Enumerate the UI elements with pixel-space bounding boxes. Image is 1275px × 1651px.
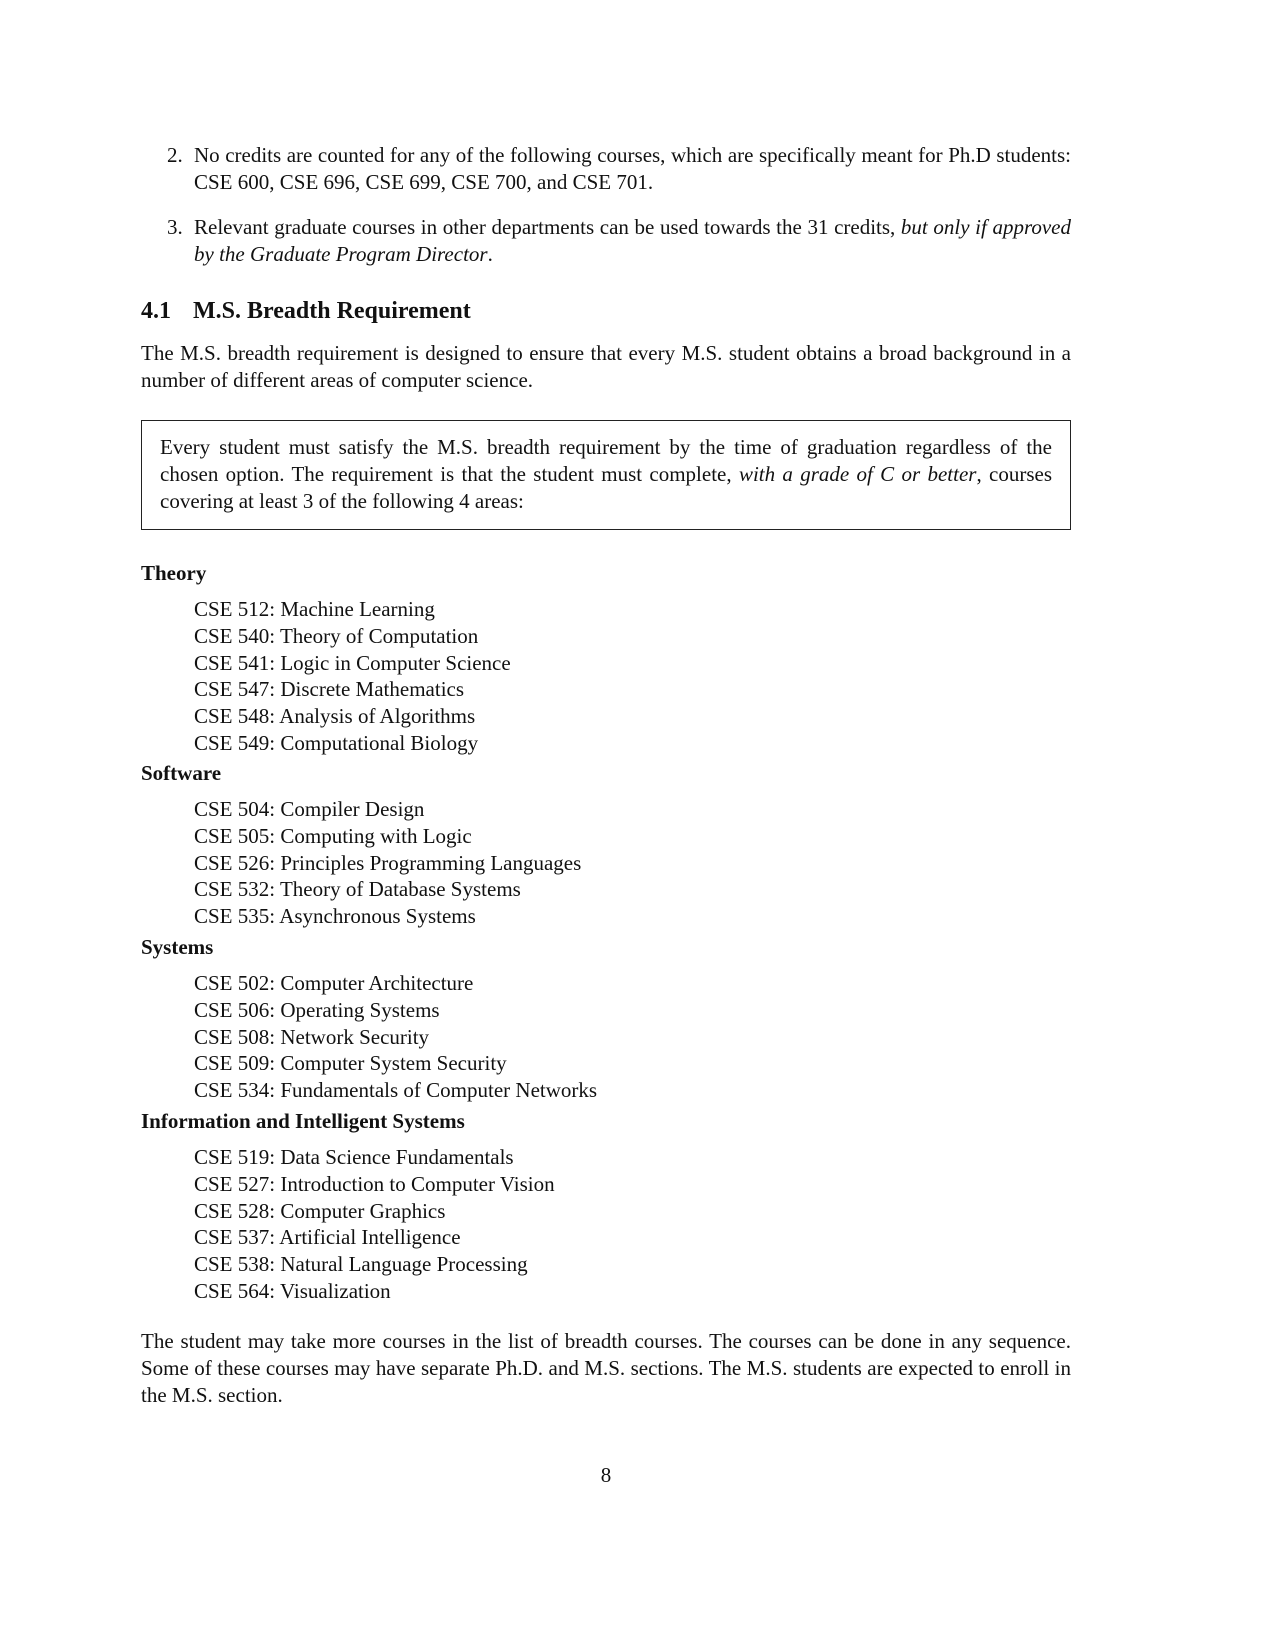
list-item-text: No credits are counted for any of the following courses, which are specifically meant for Ph.D students: CSE 600, CSE 696, CSE 699, CSE 700, and CSE 701. <box>194 143 1071 194</box>
list-item-number: 2. <box>167 143 183 167</box>
list-item-text: Relevant graduate courses in other departments can be used towards the 31 credits, <box>194 215 901 239</box>
course-list <box>141 596 1071 757</box>
course-item: CSE 508: Network Security <box>194 1024 430 1049</box>
course-item: CSE 537: Artificial Intelligence <box>194 1225 461 1250</box>
requirement-text: Every student must satisfy the M.S. breadth requirement by the time of graduation regardless of the chosen option. The requirement is that the student must complete, <box>160 435 1052 486</box>
closing-paragraph: The student may take more courses in the list of breadth courses. The courses can be done in any sequence. Some of these courses may have separate Ph.D. and M.S. sections. The M.S. students are expected to enroll in the M.S. section. <box>141 1329 1071 1407</box>
course-item: CSE 547: Discrete Mathematics <box>194 677 465 702</box>
course-item: CSE 564: Visualization <box>194 1278 391 1303</box>
course-item: CSE 548: Analysis of Algorithms <box>194 704 476 729</box>
course-item: CSE 506: Operating Systems <box>194 997 440 1022</box>
course-item: CSE 526: Principles Programming Languages <box>194 850 582 875</box>
course-list <box>141 970 1071 1104</box>
area-title: Theory <box>141 561 207 585</box>
requirement-emphasis: with a grade of C or better <box>738 462 977 486</box>
area-title: Software <box>141 761 222 785</box>
area-information-intelligent-systems <box>141 1108 1071 1305</box>
course-item: CSE 519: Data Science Fundamentals <box>194 1145 514 1169</box>
list-item-3 <box>141 214 1071 268</box>
list-item-emphasis: but only if approved by the Graduate Program Director <box>194 215 1071 266</box>
area-theory <box>141 560 1071 757</box>
requirement-text-end: , courses covering at least 3 of the following 4 areas: <box>160 462 1053 513</box>
list-item-number: 3. <box>167 215 183 239</box>
course-item: CSE 535: Asynchronous Systems <box>194 904 476 929</box>
course-item: CSE 528: Computer Graphics <box>194 1198 446 1223</box>
list-item-2 <box>141 142 1071 196</box>
section-heading <box>141 296 471 326</box>
course-item: CSE 538: Natural Language Processing <box>194 1252 528 1277</box>
course-item: CSE 541: Logic in Computer Science <box>194 650 511 675</box>
course-list <box>141 1144 1071 1305</box>
enumerated-list <box>141 142 1071 268</box>
course-item: CSE 509: Computer System Security <box>194 1051 507 1076</box>
course-item: CSE 549: Computational Biology <box>194 730 479 755</box>
course-item: CSE 512: Machine Learning <box>194 597 435 621</box>
area-title: Information and Intelligent Systems <box>141 1109 465 1133</box>
course-item: CSE 502: Computer Architecture <box>194 971 474 995</box>
section-number: 4.1 <box>141 298 171 324</box>
area-software <box>141 760 1071 930</box>
course-item: CSE 534: Fundamentals of Computer Networks <box>194 1078 598 1103</box>
page-number: 8 <box>600 1463 612 1487</box>
requirement-box <box>141 420 1071 530</box>
list-item-text-end: . <box>487 242 493 266</box>
course-item: CSE 527: Introduction to Computer Vision <box>194 1171 555 1196</box>
course-item: CSE 532: Theory of Database Systems <box>194 877 521 902</box>
area-title: Systems <box>141 935 214 959</box>
course-item: CSE 505: Computing with Logic <box>194 823 472 848</box>
course-list <box>141 796 1071 930</box>
area-systems <box>141 934 1071 1104</box>
course-item: CSE 540: Theory of Computation <box>194 623 479 648</box>
course-item: CSE 504: Compiler Design <box>194 797 425 821</box>
intro-paragraph: The M.S. breadth requirement is designed to ensure that every M.S. student obtains a broad background in a number of different areas of computer science. <box>141 341 1071 392</box>
section-title: M.S. Breadth Requirement <box>193 298 471 324</box>
